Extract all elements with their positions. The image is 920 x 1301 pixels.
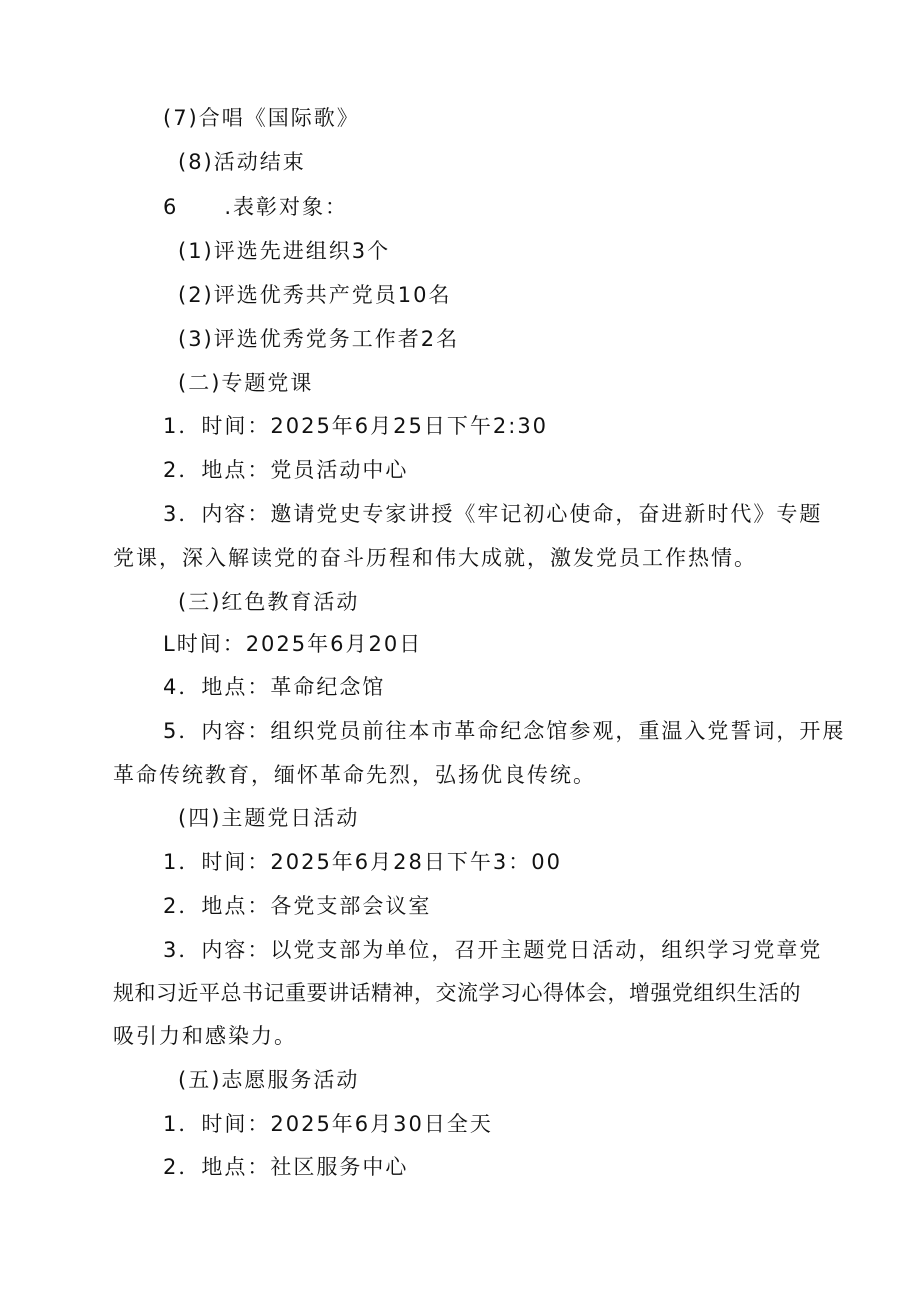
section-heading-party-lecture: (二)专题党课 bbox=[178, 371, 314, 395]
theme-day-location: 2．地点：各党支部会议室 bbox=[163, 894, 432, 918]
theme-day-content: 3．内容：以党支部为单位，召开主题党日活动，组织学习党章党 bbox=[163, 938, 823, 962]
section-heading-red-education: (三)红色教育活动 bbox=[178, 590, 360, 614]
list-item-excellent-workers: (3)评选优秀党务工作者2名 bbox=[178, 327, 460, 351]
section-heading-theme-day: (四)主题党日活动 bbox=[178, 806, 360, 830]
theme-day-content-continued: 规和习近平总书记重要讲话精神，交流学习心得体会，增强党组织生活的 bbox=[113, 981, 801, 1005]
theme-day-time: 1．时间：2025年6月28日下午3：00 bbox=[163, 850, 562, 874]
lecture-content: 3．内容：邀请党史专家讲授《牢记初心使命，奋进新时代》专题 bbox=[163, 502, 823, 526]
list-item-advanced-orgs: (1)评选先进组织3个 bbox=[178, 239, 391, 263]
volunteer-time: 1．时间：2025年6月30日全天 bbox=[163, 1112, 493, 1136]
red-education-location: 4．地点：革命纪念馆 bbox=[163, 675, 386, 699]
red-education-time: L时间：2025年6月20日 bbox=[163, 632, 423, 656]
list-item-chorus: (7)合唱《国际歌》 bbox=[163, 106, 360, 130]
red-education-content: 5．内容：组织党员前往本市革命纪念馆参观，重温入党誓词，开展 bbox=[163, 719, 846, 743]
lecture-time: 1．时间：2025年6月25日下午2:30 bbox=[163, 414, 549, 438]
red-education-content-continued: 革命传统教育，缅怀革命先烈，弘扬优良传统。 bbox=[113, 763, 596, 787]
list-item-activity-end: (8)活动结束 bbox=[178, 150, 306, 174]
section-heading-volunteer: (五)志愿服务活动 bbox=[178, 1068, 360, 1092]
theme-day-content-end: 吸引力和感染力。 bbox=[113, 1024, 297, 1048]
lecture-content-continued: 党课，深入解读党的奋斗历程和伟大成就，激发党员工作热情。 bbox=[113, 546, 757, 570]
list-item-excellent-members: (2)评选优秀共产党员10名 bbox=[178, 283, 452, 307]
volunteer-location: 2．地点：社区服务中心 bbox=[163, 1155, 409, 1179]
lecture-location: 2．地点：党员活动中心 bbox=[163, 458, 409, 482]
section-heading-awards: 6 .表彰对象： bbox=[163, 195, 349, 219]
